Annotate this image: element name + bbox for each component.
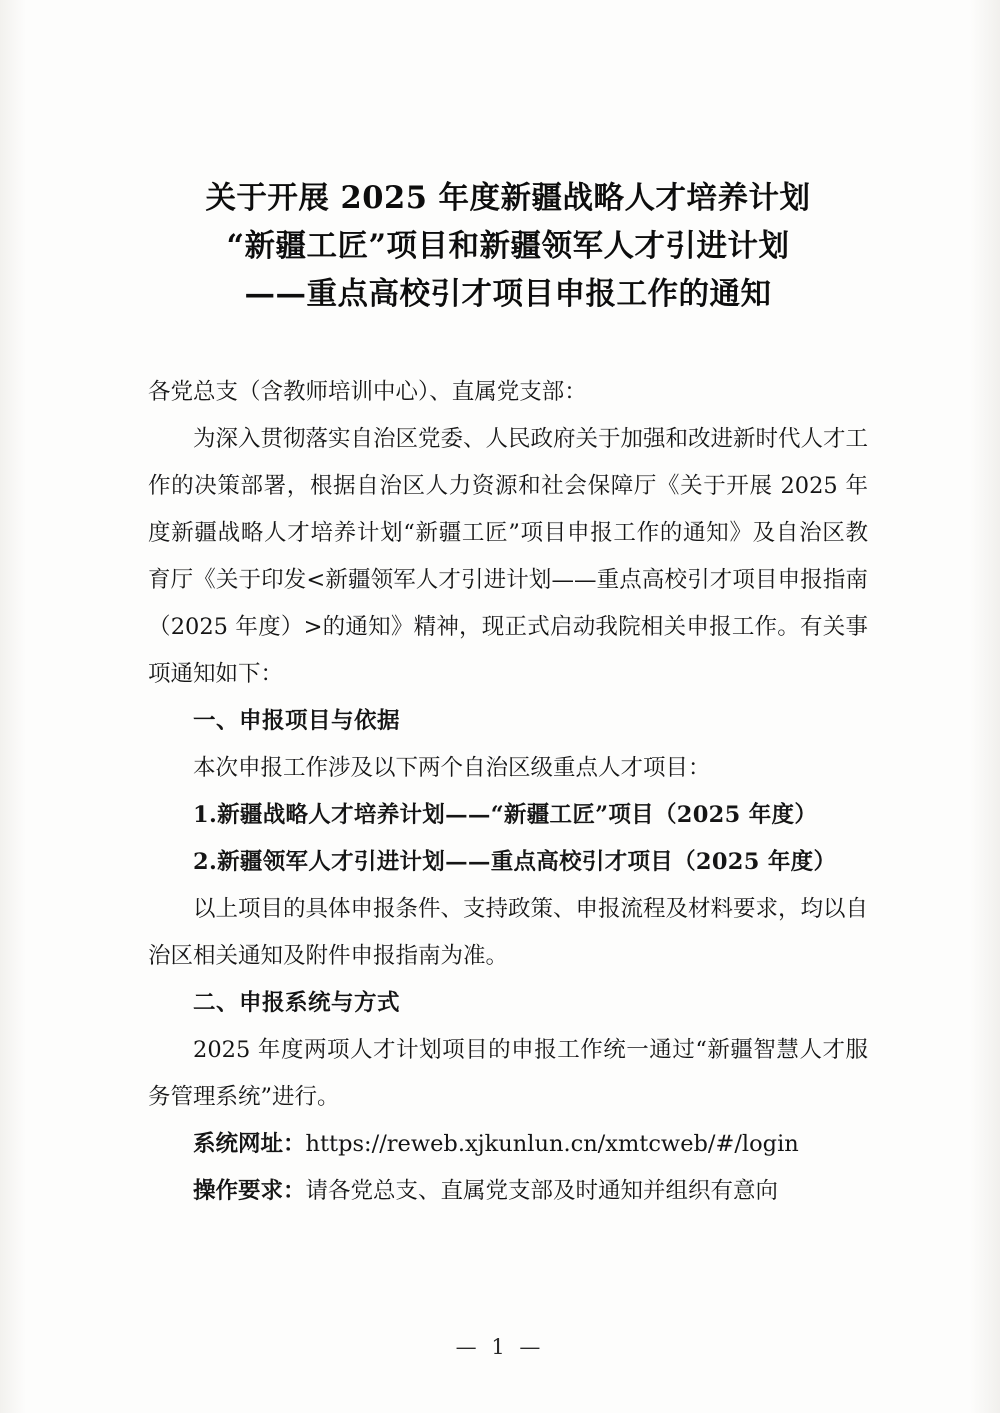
section-2-heading: 二、申报系统与方式 <box>193 990 401 1016</box>
operation-row <box>148 1168 868 1215</box>
section-2-intro: 2025 年度两项人才计划项目的申报工作统一通过“新疆智慧人才服务管理系统”进行。 <box>148 1037 868 1110</box>
system-url-value[interactable]: https://reweb.xjkunlun.cn/xmtcweb/#/login <box>305 1131 799 1157</box>
section-1-item-1: 1.新疆战略人才培养计划——“新疆工匠”项目（2025 年度） <box>193 802 818 828</box>
title-line-2: “新疆工匠”项目和新疆领军人才引进计划 <box>226 228 790 264</box>
operation-label: 操作要求： <box>193 1178 306 1204</box>
paragraph-background: 为深入贯彻落实自治区党委、人民政府关于加强和改进新时代人才工作的决策部署，根据自治区人力资源和社会保障厅《关于开展 2025 年度新疆战略人才培养计划“新疆工匠”项目申报工作的通知》及自治区教育厅《关于印发<新疆领军人才引进计划——重点高校引才项目申报指南（2025 年度）>的通知》精神，现正式启动我院相关申报工作。有关事项通知如下： <box>148 426 869 687</box>
page-left-edge-shadow <box>0 0 26 1413</box>
title-line-3: ——重点高校引才项目申报工作的通知 <box>244 276 772 312</box>
page-right-edge-shadow <box>970 0 1000 1413</box>
system-url-row <box>148 1121 868 1168</box>
document-body <box>148 175 868 1215</box>
section-1-note: 以上项目的具体申报条件、支持政策、申报流程及材料要求，均以自治区相关通知及附件申报指南为准。 <box>148 896 869 969</box>
title-line-1: 关于开展 2025 年度新疆战略人才培养计划 <box>205 180 811 216</box>
section-1-item-2: 2.新疆领军人才引进计划——重点高校引才项目（2025 年度） <box>193 849 837 875</box>
document-text-block <box>148 369 868 1215</box>
page-number: — 1 — <box>455 1335 545 1359</box>
salutation: 各党总支（含教师培训中心）、直属党支部： <box>148 379 587 405</box>
system-url-label: 系统网址： <box>193 1131 306 1157</box>
section-1-intro: 本次申报工作涉及以下两个自治区级重点人才项目： <box>193 755 711 781</box>
section-1-heading: 一、申报项目与依据 <box>193 708 401 734</box>
operation-value: 请各党总支、直属党支部及时通知并组织有意向 <box>305 1178 779 1204</box>
page-title <box>148 175 868 317</box>
